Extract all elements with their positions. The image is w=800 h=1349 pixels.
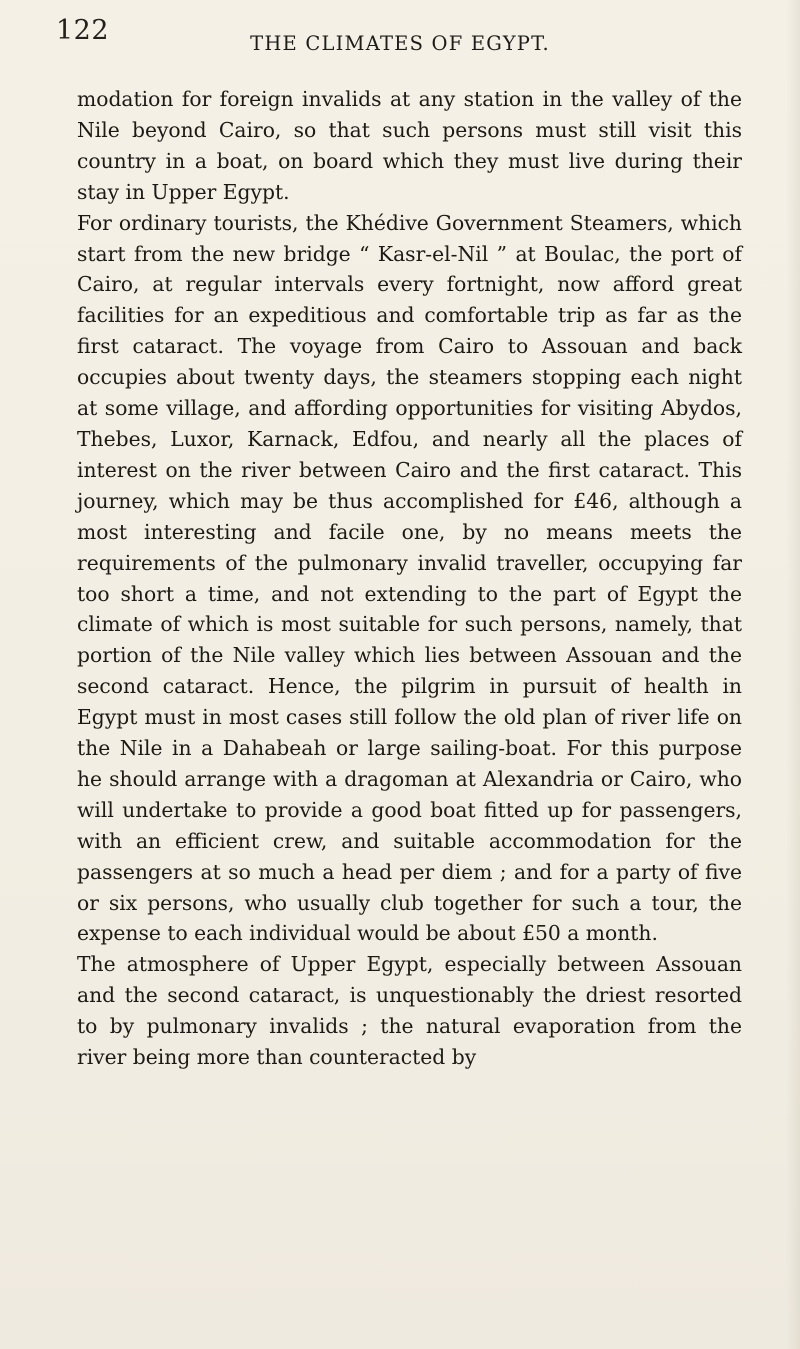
page-number: 122 <box>56 15 110 46</box>
paragraph-continuation: modation for foreign invalids at any station in the valley of the Nile beyond Cairo, so that such persons must still visit this country in a boat, on board which they must live during their stay in Upper Egypt. <box>77 87 742 204</box>
paragraph-atmosphere: The atmosphere of Upper Egypt, especially between Assouan and the second cataract, is unquestionably the driest resorted to by pulmonary invalids ; the natural evaporation from the river being more than counteracted by <box>77 952 742 1070</box>
paragraph-steamers: For ordinary tourists, the Khédive Government Steamers, which start from the new bridge “ Kasr-el-Nil ” at Boulac, the port of Cairo, at regular intervals every fortnight, now afford great facilities for an expeditious and comfortable trip as far as the first cataract. The voyage from Cairo to Assouan and back occupies about twenty days, the steamers stopping each night at some village, and affording opportunities for visiting Abydos, Thebes, Luxor, Karnack, Edfou, and nearly all the places of interest on the river between Cairo and the first cataract. This journey, which may be thus accomplished for £46, although a most interesting and facile one, by no means meets the requirements of the pulmonary invalid traveller, occupying far too short a time, and not extending to the part of Egypt the climate of which is most suitable for such persons, namely, that portion of the Nile valley which lies between Assouan and the second cataract. Hence, the pilgrim in pursuit of health in Egypt must in most cases still follow the old plan of river life on the Nile in a Dahabeah or large sailing-boat. For this purpose he should arrange with a dragoman at Alexandria or Cairo, who will undertake to provide a good boat fitted up for passengers, with an efficient crew, and suitable accommodation for the passengers at so much a head per diem ; and for a party of five or six persons, who usually club together for such a tour, the expense to each individual would be about £50 a month. <box>77 210 742 946</box>
body-text <box>77 84 742 1073</box>
running-head: THE CLIMATES OF EGYPT. <box>250 32 550 55</box>
page-edge-shadow <box>786 0 800 1349</box>
